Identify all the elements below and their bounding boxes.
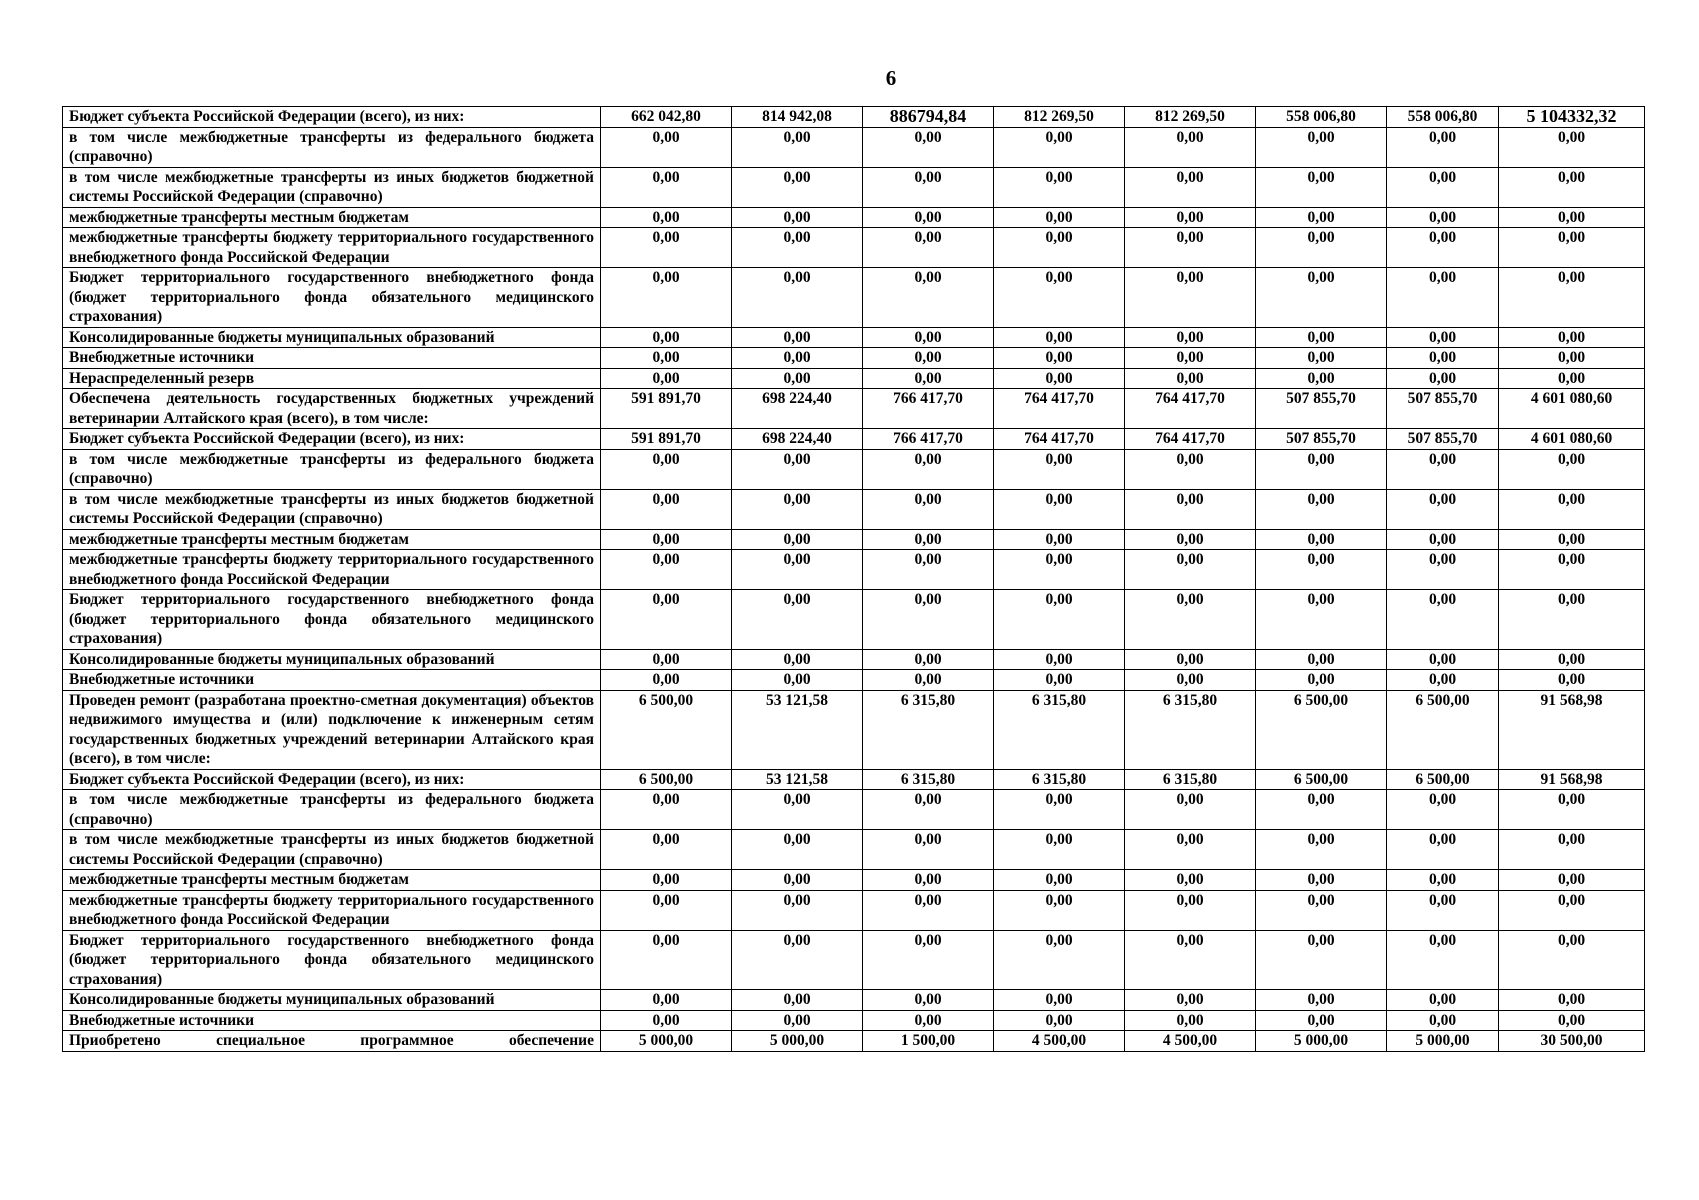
cell-value: 0,00	[1256, 127, 1387, 167]
cell-value: 0,00	[1387, 348, 1499, 369]
cell-value: 0,00	[1499, 649, 1645, 670]
cell-value: 0,00	[1387, 870, 1499, 891]
cell-value: 0,00	[994, 167, 1125, 207]
cell-value: 0,00	[1256, 327, 1387, 348]
cell-value: 0,00	[863, 127, 994, 167]
row-label: Консолидированные бюджеты муниципальных образований	[63, 327, 601, 348]
table-row	[63, 127, 1645, 167]
cell-value: 0,00	[1387, 550, 1499, 590]
cell-value: 0,00	[1256, 990, 1387, 1011]
cell-value: 0,00	[732, 489, 863, 529]
cell-value: 0,00	[601, 830, 732, 870]
cell-value: 0,00	[601, 449, 732, 489]
cell-value: 0,00	[1387, 670, 1499, 691]
cell-value: 0,00	[1387, 167, 1499, 207]
table-row	[63, 207, 1645, 228]
cell-value: 0,00	[863, 870, 994, 891]
cell-value: 0,00	[863, 348, 994, 369]
cell-value: 0,00	[732, 990, 863, 1011]
cell-value: 5 000,00	[1387, 1031, 1499, 1052]
cell-value: 0,00	[1256, 529, 1387, 550]
cell-value: 0,00	[732, 167, 863, 207]
table-row	[63, 429, 1645, 450]
cell-value: 0,00	[732, 348, 863, 369]
cell-value: 0,00	[1387, 489, 1499, 529]
row-label: Бюджет субъекта Российской Федерации (всего), из них:	[63, 107, 601, 128]
cell-value: 0,00	[1125, 550, 1256, 590]
cell-value: 0,00	[1125, 449, 1256, 489]
cell-value: 0,00	[863, 529, 994, 550]
cell-value: 0,00	[732, 890, 863, 930]
row-label: Внебюджетные источники	[63, 670, 601, 691]
cell-value: 0,00	[994, 207, 1125, 228]
cell-value: 0,00	[732, 590, 863, 650]
cell-value: 0,00	[1256, 649, 1387, 670]
cell-value: 5 104332,32	[1499, 107, 1645, 128]
cell-value: 0,00	[863, 167, 994, 207]
cell-value: 0,00	[994, 127, 1125, 167]
row-label: межбюджетные трансферты бюджету территориального государственного внебюджетного фонда Российской Федерации	[63, 890, 601, 930]
cell-value: 6 500,00	[601, 690, 732, 769]
row-label: Консолидированные бюджеты муниципальных образований	[63, 990, 601, 1011]
cell-value: 0,00	[1125, 1010, 1256, 1031]
cell-value: 0,00	[1256, 268, 1387, 328]
cell-value: 0,00	[601, 990, 732, 1011]
cell-value: 0,00	[1125, 327, 1256, 348]
cell-value: 0,00	[1499, 228, 1645, 268]
table-row	[63, 990, 1645, 1011]
table-row	[63, 1010, 1645, 1031]
cell-value: 91 568,98	[1499, 769, 1645, 790]
table-row	[63, 930, 1645, 990]
cell-value: 0,00	[1125, 890, 1256, 930]
cell-value: 0,00	[601, 207, 732, 228]
cell-value: 0,00	[863, 649, 994, 670]
table-row	[63, 690, 1645, 769]
cell-value: 0,00	[863, 930, 994, 990]
cell-value: 0,00	[1256, 167, 1387, 207]
table-row	[63, 870, 1645, 891]
cell-value: 0,00	[1387, 590, 1499, 650]
cell-value: 4 601 080,60	[1499, 389, 1645, 429]
cell-value: 764 417,70	[994, 429, 1125, 450]
cell-value: 0,00	[732, 228, 863, 268]
table-row	[63, 670, 1645, 691]
row-label: Бюджет субъекта Российской Федерации (всего), из них:	[63, 429, 601, 450]
cell-value: 0,00	[1387, 990, 1499, 1011]
cell-value: 6 315,80	[994, 690, 1125, 769]
table-row	[63, 228, 1645, 268]
cell-value: 0,00	[1499, 990, 1645, 1011]
cell-value: 0,00	[863, 268, 994, 328]
cell-value: 0,00	[1125, 368, 1256, 389]
table-row	[63, 167, 1645, 207]
cell-value: 53 121,58	[732, 690, 863, 769]
table-row	[63, 649, 1645, 670]
cell-value: 0,00	[601, 670, 732, 691]
table-row	[63, 550, 1645, 590]
cell-value: 0,00	[1387, 127, 1499, 167]
table-row	[63, 489, 1645, 529]
row-label: в том числе межбюджетные трансферты из федерального бюджета (справочно)	[63, 127, 601, 167]
table-row	[63, 368, 1645, 389]
row-label: Обеспечена деятельность государственных бюджетных учреждений ветеринарии Алтайского края (всего), в том числе:	[63, 389, 601, 429]
cell-value: 0,00	[1387, 529, 1499, 550]
cell-value: 0,00	[994, 990, 1125, 1011]
table-row	[63, 590, 1645, 650]
table-row	[63, 529, 1645, 550]
cell-value: 0,00	[1387, 890, 1499, 930]
cell-value: 0,00	[994, 890, 1125, 930]
cell-value: 0,00	[994, 489, 1125, 529]
cell-value: 4 601 080,60	[1499, 429, 1645, 450]
cell-value: 764 417,70	[1125, 429, 1256, 450]
cell-value: 0,00	[994, 830, 1125, 870]
cell-value: 0,00	[732, 649, 863, 670]
cell-value: 1 500,00	[863, 1031, 994, 1052]
cell-value: 812 269,50	[1125, 107, 1256, 128]
cell-value: 0,00	[994, 930, 1125, 990]
row-label: Проведен ремонт (разработана проектно-сметная документация) объектов недвижимого имущества и (или) подключение к инженерным сетям государственных бюджетных учреждений ветеринарии Алтайского края (всего), в том числе:	[63, 690, 601, 769]
cell-value: 0,00	[1256, 670, 1387, 691]
cell-value: 0,00	[1387, 1010, 1499, 1031]
cell-value: 0,00	[1125, 830, 1256, 870]
cell-value: 0,00	[1256, 368, 1387, 389]
cell-value: 6 315,80	[1125, 690, 1256, 769]
cell-value: 0,00	[1256, 489, 1387, 529]
cell-value: 0,00	[732, 930, 863, 990]
table-row	[63, 348, 1645, 369]
cell-value: 507 855,70	[1256, 429, 1387, 450]
cell-value: 0,00	[1125, 529, 1256, 550]
cell-value: 0,00	[601, 930, 732, 990]
cell-value: 0,00	[994, 590, 1125, 650]
cell-value: 0,00	[601, 327, 732, 348]
cell-value: 886794,84	[863, 107, 994, 128]
cell-value: 0,00	[994, 790, 1125, 830]
cell-value: 507 855,70	[1256, 389, 1387, 429]
cell-value: 0,00	[1125, 790, 1256, 830]
table-row	[63, 830, 1645, 870]
row-label: в том числе межбюджетные трансферты из федерального бюджета (справочно)	[63, 790, 601, 830]
cell-value: 0,00	[1499, 368, 1645, 389]
cell-value: 6 315,80	[994, 769, 1125, 790]
cell-value: 0,00	[1499, 870, 1645, 891]
row-label: Бюджет территориального государственного внебюджетного фонда (бюджет территориального фонда обязательного медицинского страхования)	[63, 268, 601, 328]
cell-value: 0,00	[1256, 870, 1387, 891]
cell-value: 30 500,00	[1499, 1031, 1645, 1052]
cell-value: 0,00	[994, 268, 1125, 328]
budget-table	[62, 106, 1645, 1052]
cell-value: 6 500,00	[1387, 769, 1499, 790]
cell-value: 0,00	[1499, 167, 1645, 207]
cell-value: 812 269,50	[994, 107, 1125, 128]
cell-value: 6 315,80	[863, 690, 994, 769]
cell-value: 0,00	[1125, 870, 1256, 891]
cell-value: 0,00	[732, 790, 863, 830]
cell-value: 53 121,58	[732, 769, 863, 790]
cell-value: 698 224,40	[732, 389, 863, 429]
cell-value: 0,00	[1499, 830, 1645, 870]
cell-value: 0,00	[601, 167, 732, 207]
cell-value: 0,00	[994, 670, 1125, 691]
cell-value: 558 006,80	[1256, 107, 1387, 128]
cell-value: 6 315,80	[863, 769, 994, 790]
cell-value: 4 500,00	[994, 1031, 1125, 1052]
cell-value: 0,00	[1256, 790, 1387, 830]
cell-value: 0,00	[601, 489, 732, 529]
cell-value: 698 224,40	[732, 429, 863, 450]
table-row	[63, 890, 1645, 930]
row-label: в том числе межбюджетные трансферты из федерального бюджета (справочно)	[63, 449, 601, 489]
cell-value: 0,00	[601, 550, 732, 590]
row-label: межбюджетные трансферты бюджету территориального государственного внебюджетного фонда Российской Федерации	[63, 228, 601, 268]
cell-value: 5 000,00	[601, 1031, 732, 1052]
cell-value: 0,00	[1499, 207, 1645, 228]
cell-value: 0,00	[863, 449, 994, 489]
row-label: Бюджет субъекта Российской Федерации (всего), из них:	[63, 769, 601, 790]
cell-value: 0,00	[1256, 207, 1387, 228]
row-label: Нераспределенный резерв	[63, 368, 601, 389]
cell-value: 662 042,80	[601, 107, 732, 128]
cell-value: 0,00	[1499, 348, 1645, 369]
table-row	[63, 389, 1645, 429]
cell-value: 0,00	[732, 830, 863, 870]
cell-value: 0,00	[732, 368, 863, 389]
cell-value: 0,00	[732, 127, 863, 167]
cell-value: 0,00	[1387, 449, 1499, 489]
row-label: Внебюджетные источники	[63, 1010, 601, 1031]
cell-value: 0,00	[1499, 268, 1645, 328]
cell-value: 0,00	[601, 127, 732, 167]
cell-value: 0,00	[1256, 1010, 1387, 1031]
cell-value: 0,00	[732, 327, 863, 348]
cell-value: 0,00	[601, 529, 732, 550]
cell-value: 0,00	[1256, 930, 1387, 990]
cell-value: 507 855,70	[1387, 429, 1499, 450]
cell-value: 764 417,70	[994, 389, 1125, 429]
cell-value: 0,00	[1125, 649, 1256, 670]
cell-value: 0,00	[1499, 790, 1645, 830]
cell-value: 0,00	[1499, 890, 1645, 930]
cell-value: 0,00	[601, 790, 732, 830]
cell-value: 0,00	[994, 348, 1125, 369]
row-label: Бюджет территориального государственного внебюджетного фонда (бюджет территориального фонда обязательного медицинского страхования)	[63, 590, 601, 650]
cell-value: 0,00	[1387, 268, 1499, 328]
cell-value: 0,00	[1125, 930, 1256, 990]
cell-value: 0,00	[1125, 990, 1256, 1011]
cell-value: 0,00	[1256, 228, 1387, 268]
cell-value: 0,00	[1387, 368, 1499, 389]
cell-value: 0,00	[732, 449, 863, 489]
cell-value: 0,00	[1499, 127, 1645, 167]
cell-value: 0,00	[732, 670, 863, 691]
cell-value: 0,00	[1125, 489, 1256, 529]
cell-value: 764 417,70	[1125, 389, 1256, 429]
row-label: межбюджетные трансферты местным бюджетам	[63, 529, 601, 550]
row-label: в том числе межбюджетные трансферты из иных бюджетов бюджетной системы Российской Федерации (справочно)	[63, 167, 601, 207]
cell-value: 0,00	[994, 327, 1125, 348]
table-row	[63, 769, 1645, 790]
cell-value: 0,00	[1499, 550, 1645, 590]
cell-value: 591 891,70	[601, 389, 732, 429]
cell-value: 0,00	[732, 870, 863, 891]
cell-value: 0,00	[1125, 167, 1256, 207]
cell-value: 0,00	[863, 550, 994, 590]
row-label: в том числе межбюджетные трансферты из иных бюджетов бюджетной системы Российской Федерации (справочно)	[63, 489, 601, 529]
table-row	[63, 327, 1645, 348]
cell-value: 0,00	[1387, 649, 1499, 670]
cell-value: 0,00	[601, 228, 732, 268]
cell-value: 591 891,70	[601, 429, 732, 450]
row-label: Бюджет территориального государственного внебюджетного фонда (бюджет территориального фонда обязательного медицинского страхования)	[63, 930, 601, 990]
table-row	[63, 107, 1645, 128]
cell-value: 0,00	[863, 207, 994, 228]
cell-value: 0,00	[863, 670, 994, 691]
row-label: Консолидированные бюджеты муниципальных образований	[63, 649, 601, 670]
cell-value: 0,00	[601, 368, 732, 389]
cell-value: 0,00	[863, 990, 994, 1011]
cell-value: 0,00	[732, 529, 863, 550]
cell-value: 766 417,70	[863, 429, 994, 450]
row-label: межбюджетные трансферты местным бюджетам	[63, 207, 601, 228]
cell-value: 0,00	[994, 228, 1125, 268]
cell-value: 0,00	[1125, 590, 1256, 650]
row-label: Внебюджетные источники	[63, 348, 601, 369]
cell-value: 0,00	[1499, 930, 1645, 990]
cell-value: 0,00	[994, 368, 1125, 389]
cell-value: 0,00	[1256, 348, 1387, 369]
cell-value: 0,00	[1125, 670, 1256, 691]
cell-value: 766 417,70	[863, 389, 994, 429]
cell-value: 0,00	[1256, 830, 1387, 870]
cell-value: 0,00	[1387, 830, 1499, 870]
cell-value: 0,00	[1125, 268, 1256, 328]
cell-value: 0,00	[1125, 228, 1256, 268]
cell-value: 0,00	[601, 348, 732, 369]
cell-value: 0,00	[863, 790, 994, 830]
cell-value: 4 500,00	[1125, 1031, 1256, 1052]
table-row	[63, 790, 1645, 830]
table-row	[63, 268, 1645, 328]
cell-value: 0,00	[863, 489, 994, 529]
cell-value: 0,00	[994, 870, 1125, 891]
table-body	[63, 107, 1645, 1052]
cell-value: 0,00	[863, 228, 994, 268]
cell-value: 0,00	[1387, 790, 1499, 830]
row-label: Приобретено специальное программное обеспечение	[63, 1031, 601, 1052]
row-label: в том числе межбюджетные трансферты из иных бюджетов бюджетной системы Российской Федерации (справочно)	[63, 830, 601, 870]
cell-value: 0,00	[732, 268, 863, 328]
cell-value: 507 855,70	[1387, 389, 1499, 429]
cell-value: 0,00	[1499, 590, 1645, 650]
cell-value: 0,00	[1499, 1010, 1645, 1031]
cell-value: 5 000,00	[732, 1031, 863, 1052]
cell-value: 0,00	[1499, 670, 1645, 691]
cell-value: 0,00	[863, 1010, 994, 1031]
cell-value: 0,00	[1499, 449, 1645, 489]
cell-value: 0,00	[601, 590, 732, 650]
cell-value: 0,00	[1387, 930, 1499, 990]
cell-value: 0,00	[994, 449, 1125, 489]
table-row	[63, 1031, 1645, 1052]
cell-value: 0,00	[601, 268, 732, 328]
cell-value: 0,00	[1499, 489, 1645, 529]
cell-value: 0,00	[1499, 327, 1645, 348]
cell-value: 0,00	[732, 1010, 863, 1031]
cell-value: 0,00	[1256, 449, 1387, 489]
cell-value: 0,00	[1125, 348, 1256, 369]
cell-value: 558 006,80	[1387, 107, 1499, 128]
cell-value: 91 568,98	[1499, 690, 1645, 769]
cell-value: 0,00	[601, 649, 732, 670]
cell-value: 5 000,00	[1256, 1031, 1387, 1052]
cell-value: 0,00	[1256, 890, 1387, 930]
cell-value: 0,00	[863, 368, 994, 389]
cell-value: 814 942,08	[732, 107, 863, 128]
cell-value: 0,00	[863, 327, 994, 348]
cell-value: 0,00	[601, 1010, 732, 1031]
cell-value: 0,00	[1387, 327, 1499, 348]
cell-value: 0,00	[863, 590, 994, 650]
cell-value: 0,00	[601, 870, 732, 891]
cell-value: 0,00	[1256, 550, 1387, 590]
table-row	[63, 449, 1645, 489]
cell-value: 6 500,00	[601, 769, 732, 790]
cell-value: 0,00	[1387, 228, 1499, 268]
cell-value: 0,00	[994, 649, 1125, 670]
row-label: межбюджетные трансферты местным бюджетам	[63, 870, 601, 891]
row-label: межбюджетные трансферты бюджету территориального государственного внебюджетного фонда Российской Федерации	[63, 550, 601, 590]
cell-value: 0,00	[732, 207, 863, 228]
cell-value: 0,00	[994, 1010, 1125, 1031]
cell-value: 6 500,00	[1256, 690, 1387, 769]
cell-value: 0,00	[1125, 127, 1256, 167]
cell-value: 0,00	[732, 550, 863, 590]
page-number: 6	[885, 66, 897, 90]
cell-value: 0,00	[601, 890, 732, 930]
cell-value: 6 315,80	[1125, 769, 1256, 790]
cell-value: 0,00	[1387, 207, 1499, 228]
cell-value: 6 500,00	[1387, 690, 1499, 769]
cell-value: 0,00	[1499, 529, 1645, 550]
cell-value: 0,00	[1125, 207, 1256, 228]
cell-value: 0,00	[994, 529, 1125, 550]
cell-value: 0,00	[1256, 590, 1387, 650]
cell-value: 6 500,00	[1256, 769, 1387, 790]
cell-value: 0,00	[863, 890, 994, 930]
cell-value: 0,00	[994, 550, 1125, 590]
cell-value: 0,00	[863, 830, 994, 870]
